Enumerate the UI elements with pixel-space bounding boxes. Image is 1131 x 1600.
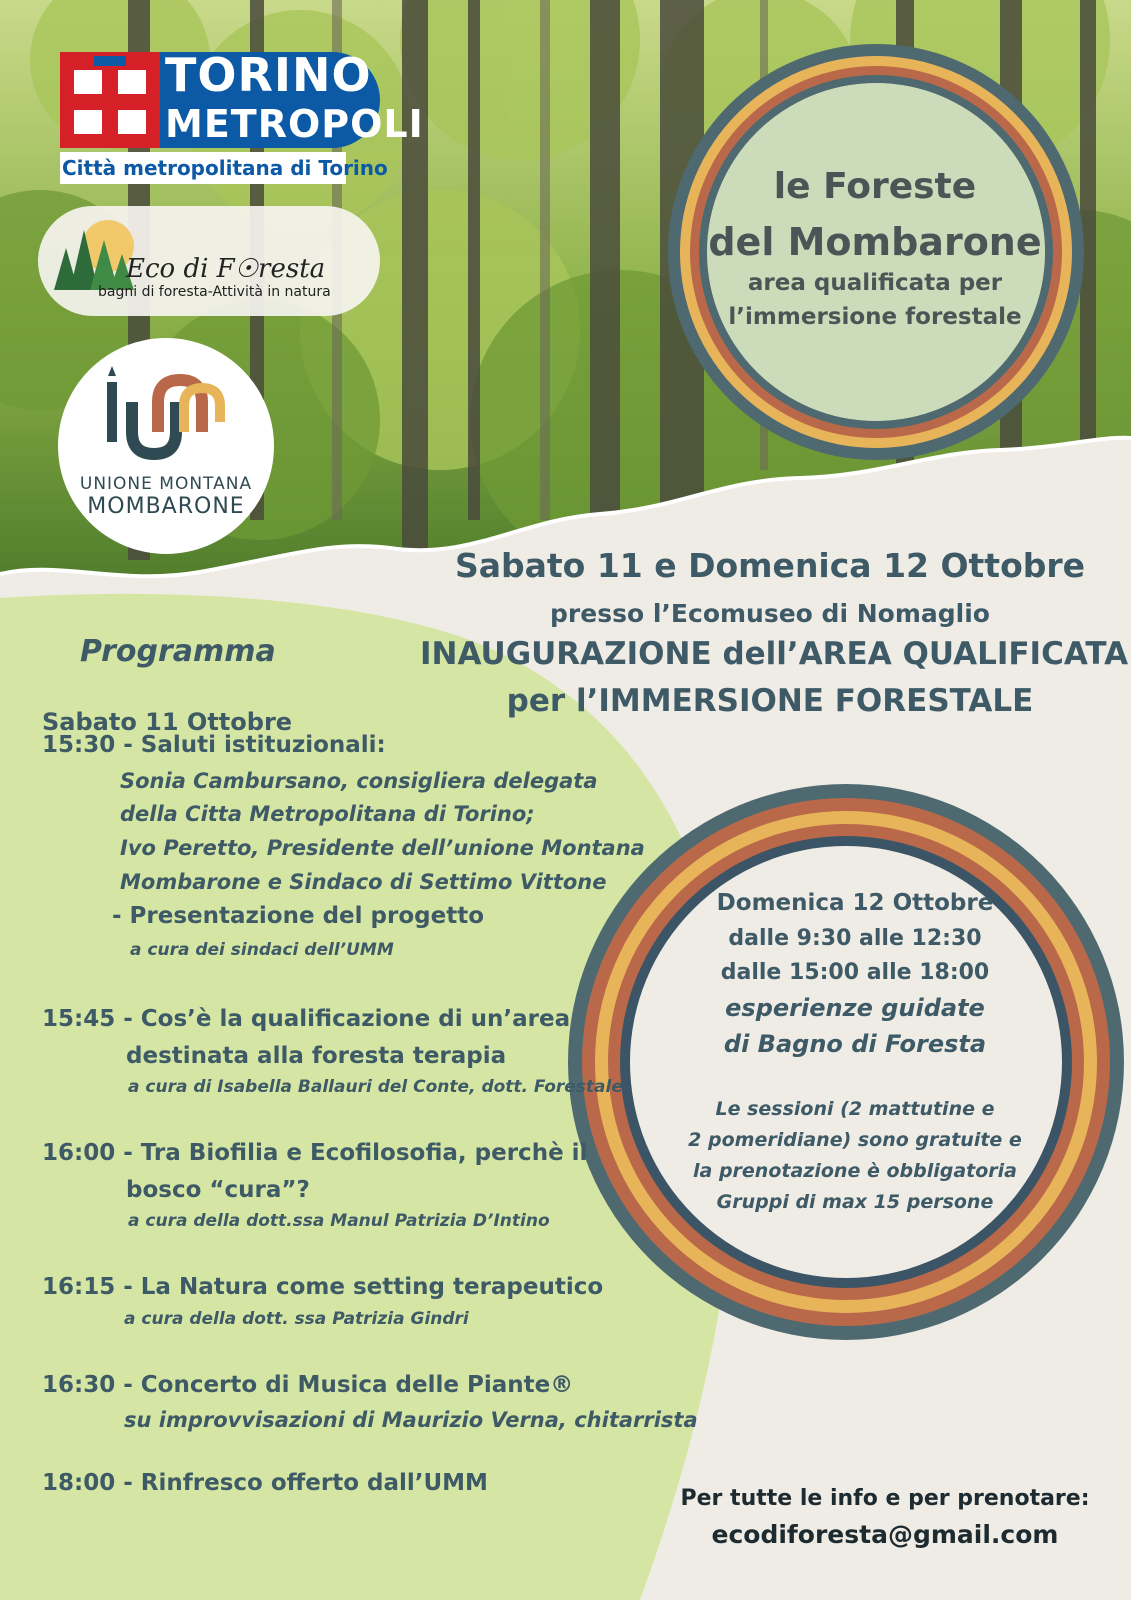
sunday-ring — [568, 784, 1124, 1340]
programme-item: a cura di Isabella Ballauri del Conte, dott. Forestale — [128, 1077, 623, 1097]
programme-item: destinata alla foresta terapia — [126, 1043, 507, 1069]
programme-item: 15:45 - Cos’è la qualificazione di un’area — [42, 1006, 571, 1032]
torino-logo-line2: METROPOLI — [165, 102, 424, 146]
ring-title-line3: area qualificata per — [747, 270, 1003, 296]
programme-item: 16:15 - La Natura come setting terapeutico — [42, 1274, 604, 1300]
contact-label: Per tutte le info e per prenotare: — [680, 1486, 1090, 1511]
programme-item: 18:00 - Rinfresco offerto dall’UMM — [42, 1470, 488, 1496]
programme-item: a cura della dott.ssa Manul Patrizia D’Intino — [128, 1211, 550, 1231]
sunday-day: Domenica 12 Ottobre — [716, 890, 994, 916]
programme-item: 15:30 - Saluti istituzionali: — [42, 732, 386, 758]
unione-montana-logo — [58, 338, 274, 554]
umm-logo-line2: MOMBARONE — [87, 494, 245, 519]
ring-title-line1: le Foreste — [773, 166, 977, 207]
sunday-time-morning: dalle 9:30 alle 12:30 — [728, 926, 982, 951]
sunday-note-line2: 2 pomeridiane) sono gratuite e — [688, 1129, 1022, 1151]
sunday-note-line4: Gruppi di max 15 persone — [716, 1191, 994, 1213]
event-title-line1: INAUGURAZIONE dell’AREA QUALIFICATA — [420, 636, 1129, 672]
torino-coat-of-arms — [60, 52, 160, 148]
sunday-activity-line2: di Bagno di Foresta — [723, 1030, 987, 1058]
torino-logo-line1: TORINO — [165, 48, 372, 102]
programme-item: Mombarone e Sindaco di Settimo Vittone — [120, 870, 607, 894]
programme-item: Ivo Peretto, Presidente dell’unione Montana — [120, 836, 645, 860]
umm-emblem-icon — [98, 362, 238, 462]
contact-email[interactable]: ecodiforesta@gmail.com — [711, 1520, 1059, 1549]
programme-item: 16:00 - Tra Biofilia e Ecofilosofia, perchè il — [42, 1140, 588, 1166]
torino-metropoli-logo — [60, 48, 424, 186]
sunday-time-afternoon: dalle 15:00 alle 18:00 — [720, 960, 990, 985]
programme-item: - Presentazione del progetto — [112, 903, 484, 929]
torino-logo-subtitle: Città metropolitana di Torino — [60, 152, 346, 184]
ring-title-line2: del Mombarone — [708, 220, 1042, 264]
programme-day: Sabato 11 Ottobre — [42, 708, 293, 736]
programme-item: a cura dei sindaci dell’UMM — [130, 940, 394, 960]
umm-logo-line1: UNIONE MONTANA — [79, 474, 253, 494]
programme-item: a cura della dott. ssa Patrizia Gindri — [124, 1309, 469, 1329]
event-dates: Sabato 11 e Domenica 12 Ottobre — [454, 546, 1086, 585]
programme-item: su improvvisazioni di Maurizio Verna, chitarrista — [124, 1408, 698, 1432]
eco-logo-tagline: bagni di foresta-Attività in natura — [98, 284, 331, 300]
programme-item: 16:30 - Concerto di Musica delle Piante® — [42, 1372, 574, 1398]
programme-item: della Citta Metropolitana di Torino; — [120, 802, 535, 826]
ring-title-line4: l’immersione forestale — [728, 304, 1022, 330]
programme-heading: Programma — [80, 634, 276, 669]
event-location: presso l’Ecomuseo di Nomaglio — [550, 599, 990, 628]
sunday-note-line3: la prenotazione è obbligatoria — [693, 1160, 1017, 1182]
eco-di-foresta-logo — [38, 206, 380, 316]
programme-item: bosco “cura”? — [126, 1177, 310, 1203]
event-title-line2: per l’IMMERSIONE FORESTALE — [506, 683, 1034, 719]
eco-logo-name: Eco di F☉resta — [126, 254, 326, 284]
programme-item: Sonia Cambursano, consigliera delegata — [120, 769, 598, 793]
sunday-note-line1: Le sessioni (2 mattutine e — [715, 1098, 995, 1120]
sunday-activity-line1: esperienze guidate — [725, 994, 985, 1022]
